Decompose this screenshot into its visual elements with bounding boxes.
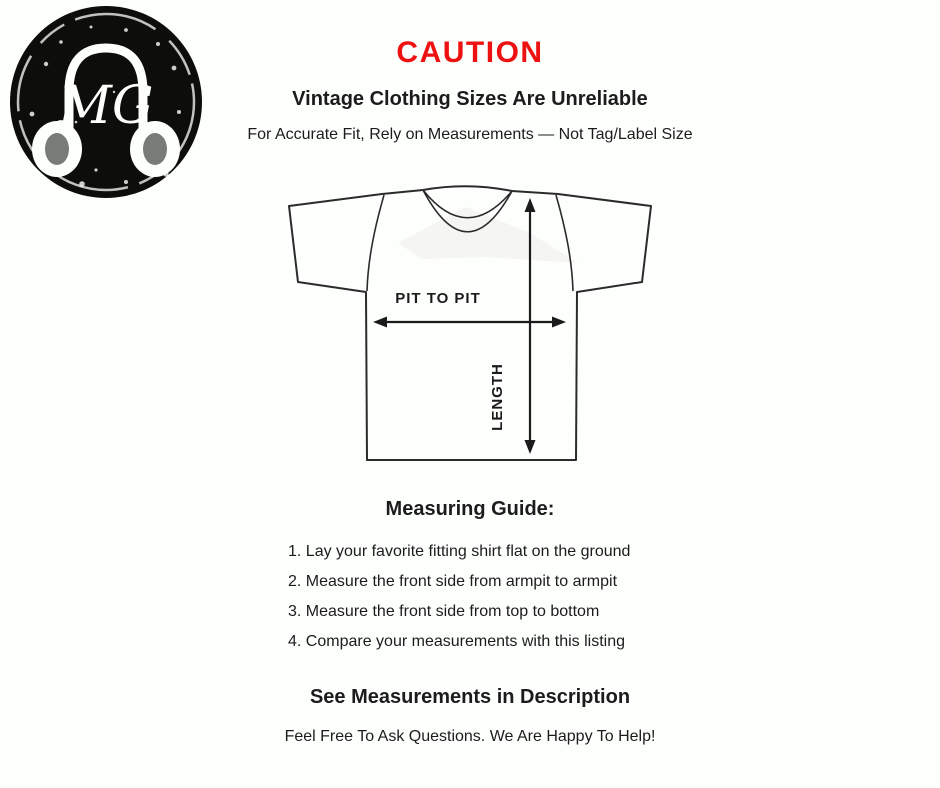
measuring-step: 2. Measure the front side from armpit to armpit: [288, 573, 618, 590]
pit-to-pit-label: PIT TO PIT: [395, 290, 481, 307]
measuring-step: 3. Measure the front side from top to bottom: [288, 603, 600, 620]
ask-questions-note: Feel Free To Ask Questions. We Are Happy To Help!: [284, 728, 656, 745]
left-sleeve-seam: [367, 195, 384, 291]
tshirt-measurement-diagram: [280, 185, 660, 475]
shirt-wrinkle-shading: [398, 207, 578, 263]
right-sleeve-seam: [556, 195, 573, 291]
caution-heading: CAUTION: [396, 36, 544, 69]
accurate-fit-note: For Accurate Fit, Rely on Measurements — Not Tag/Label Size: [247, 126, 693, 143]
measuring-step: 1. Lay your favorite fitting shirt flat on the ground: [288, 543, 631, 560]
measuring-guide-title: Measuring Guide:: [385, 498, 555, 520]
logo-initials: MG: [58, 76, 154, 136]
length-label: LENGTH: [489, 363, 506, 431]
pit-to-pit-arrow: [373, 317, 566, 328]
see-measurements-title: See Measurements in Description: [309, 686, 631, 708]
unreliable-sizes-subtitle: Vintage Clothing Sizes Are Unreliable: [292, 88, 648, 110]
measuring-step: 4. Compare your measurements with this listing: [288, 633, 626, 650]
measuring-guide-steps: [288, 543, 630, 663]
